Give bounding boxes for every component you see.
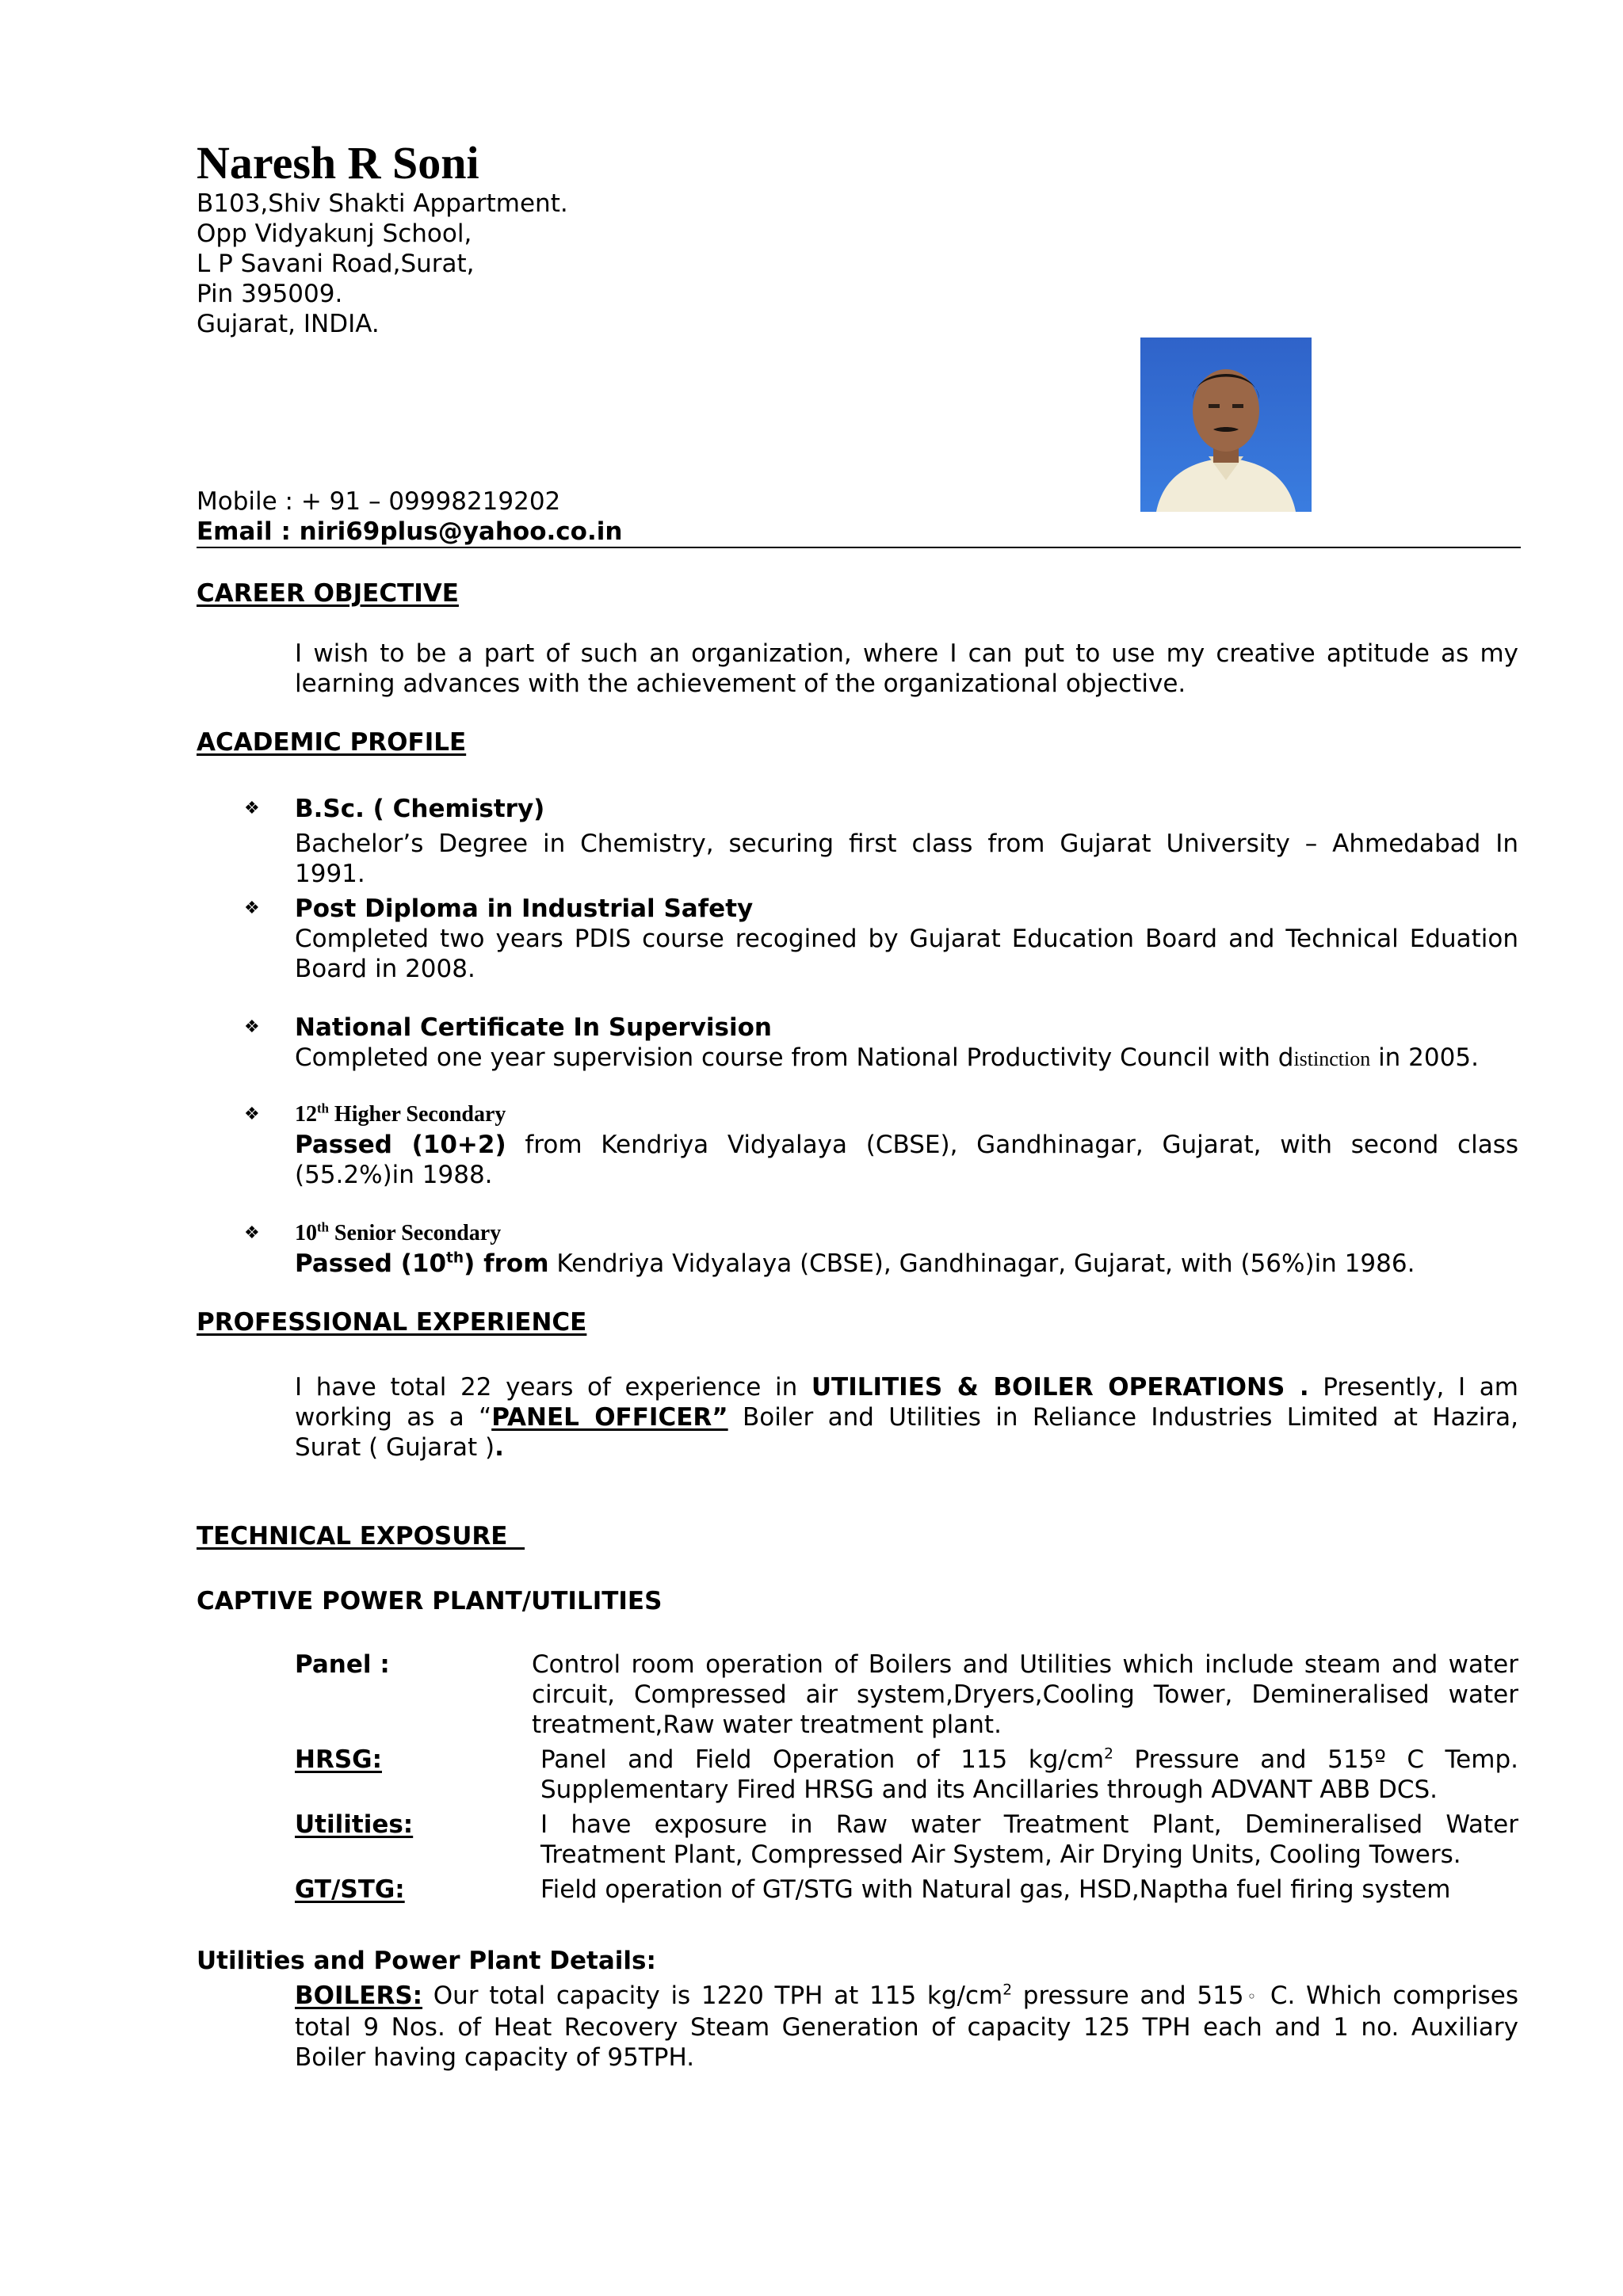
section-heading-career-objective: CAREER OBJECTIVE (197, 579, 459, 608)
exposure-detail: Supplementary Fired HRSG and its Ancillaries through ADVANT ABB DCS. (540, 1775, 1438, 1804)
subsection-heading: Utilities and Power Plant Details: (197, 1947, 656, 1975)
email-address[interactable]: Email : niri69plus@yahoo.co.in (197, 517, 623, 546)
address-line: L P Savani Road,Surat, (197, 250, 475, 278)
experience-text: Surat ( Gujarat ). (295, 1433, 504, 1462)
degree-title: National Certificate In Supervision (295, 1013, 773, 1042)
degree-detail: Passed (10+2) from Kendriya Vidyalaya (CBSE), Gandhinagar, Gujarat, with second class (295, 1131, 1518, 1159)
objective-text: learning advances with the achievement of the organizational objective. (295, 669, 1186, 698)
degree-title: 10th Senior Secondary (295, 1219, 502, 1245)
exposure-label-panel: Panel : (295, 1650, 390, 1679)
exposure-label-utilities: Utilities: (295, 1810, 414, 1839)
boilers-detail: total 9 Nos. of Heat Recovery Steam Generation of capacity 125 TPH each and 1 no. Auxiliary (295, 2013, 1518, 2042)
header-divider (197, 547, 1521, 548)
degree-detail: Completed two years PDIS course recogined by Gujarat Education Board and Technical Eduation (295, 925, 1518, 953)
address-line: Opp Vidyakunj School, (197, 219, 472, 248)
section-heading-technical-exposure: TECHNICAL EXPOSURE (197, 1522, 525, 1550)
address-line: Gujarat, INDIA. (197, 310, 380, 338)
degree-detail: Bachelor’s Degree in Chemistry, securing first class from Gujarat University – Ahmedabad In (295, 830, 1518, 858)
section-heading-professional-experience: PROFESSIONAL EXPERIENCE (197, 1308, 587, 1337)
exposure-label-hrsg: HRSG: (295, 1745, 382, 1774)
degree-detail: Completed one year supervision course from National Productivity Council with distinction in 2005. (295, 1043, 1479, 1072)
exposure-label-gt-stg: GT/STG: (295, 1875, 405, 1904)
diamond-bullet-icon: ❖ (244, 1223, 260, 1243)
diamond-bullet-icon: ❖ (244, 898, 260, 918)
exposure-detail: circuit, Compressed air system,Dryers,Cooling Tower, Demineralised water (532, 1680, 1518, 1709)
degree-detail: 1991. (295, 860, 365, 888)
candidate-name: Naresh R Soni (197, 137, 479, 189)
diamond-bullet-icon: ❖ (244, 799, 260, 818)
exposure-detail: Panel and Field Operation of 115 $kg/cm^2$ Pressure and 515º C Temp. (540, 1745, 1518, 1774)
degree-detail: Board in 2008. (295, 955, 475, 983)
exposure-detail: treatment,Raw water treatment plant. (532, 1711, 1002, 1739)
boilers-detail: BOILERS: Our total capacity is 1220 TPH at 115 $kg/cm^2$ pressure and 515◦ C. Which comprises (295, 1981, 1518, 2010)
degree-detail: (55.2%)in 1988. (295, 1161, 493, 1189)
portrait-photo (1140, 338, 1312, 512)
address-line: B103,Shiv Shakti Appartment. (197, 189, 568, 218)
degree-title: B.Sc. ( Chemistry) (295, 795, 545, 823)
exposure-detail: Treatment Plant, Compressed Air System, Air Drying Units, Cooling Towers. (540, 1840, 1461, 1869)
objective-text: I wish to be a part of such an organization, where I can put to use my creative aptitude as my (295, 639, 1518, 668)
subsection-heading: CAPTIVE POWER PLANT/UTILITIES (197, 1587, 663, 1615)
experience-text: I have total 22 years of experience in UTILITIES & BOILER OPERATIONS . Presently, I am (295, 1373, 1518, 1402)
exposure-detail: Control room operation of Boilers and Utilities which include steam and water (532, 1650, 1518, 1679)
boilers-detail: Boiler having capacity of 95TPH. (295, 2043, 695, 2072)
mobile-number: Mobile : + 91 – 09998219202 (197, 487, 561, 516)
diamond-bullet-icon: ❖ (244, 1017, 260, 1037)
diamond-bullet-icon: ❖ (244, 1104, 260, 1124)
experience-text: working as a “PANEL OFFICER” Boiler and Utilities in Reliance Industries Limited at Hazira, (295, 1403, 1518, 1432)
exposure-detail: Field operation of GT/STG with Natural gas, HSD,Naptha fuel firing system (540, 1875, 1451, 1904)
exposure-detail: I have exposure in Raw water Treatment Plant, Demineralised Water (540, 1810, 1518, 1839)
degree-detail: Passed (10th) from Kendriya Vidyalaya (CBSE), Gandhinagar, Gujarat, with (56%)in 1986. (295, 1249, 1415, 1278)
degree-title: 12th Higher Secondary (295, 1100, 506, 1127)
address-line: Pin 395009. (197, 280, 343, 308)
degree-title: Post Diploma in Industrial Safety (295, 894, 754, 923)
section-heading-academic-profile: ACADEMIC PROFILE (197, 728, 467, 757)
